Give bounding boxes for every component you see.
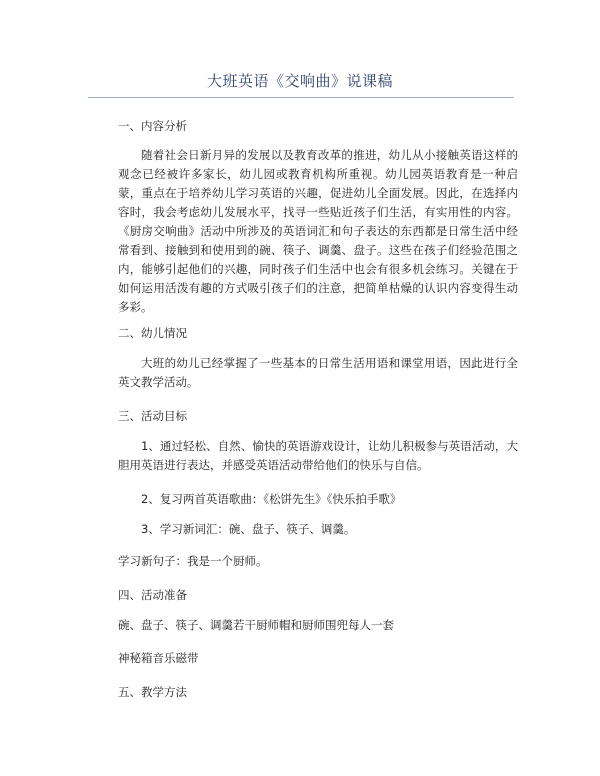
section-body-children: 大班的幼儿已经掌握了一些基本的日常生活用语和课堂用语，因此进行全英文教学活动。 [118, 356, 518, 389]
section-body-content-analysis: 随着社会日新月异的发展以及教育改革的推进，幼儿从小接触英语这样的观念已经被许多家长，幼儿园或教育机构所重视。幼儿园英语教育是一种启蒙，重点在于培养幼儿学习英语的兴趣，促进幼儿全面发展。因此，在选择内容时，我会考虑幼儿发展水平，找寻一些贴近孩子们生活，有实用性的内容。《厨房交响曲》活动中所涉及的英语词汇和句子表达的东西都是日常生活中经常看到、接触到和使用到的碗、筷子、调羹、盘子。这些在孩子们经验范围之内，能够引起他们的兴趣，同时孩子们生活中也会有很多机会练习。关键在于如何运用活泼有趣的方式吸引孩子们的注意，把简单枯燥的认识内容变得生动多彩。 [118, 148, 518, 314]
preparation-item-2: 神秘箱音乐磁带 [118, 651, 199, 665]
section-heading-content-analysis: 一、内容分析 [118, 119, 187, 133]
section-heading-preparation: 四、活动准备 [118, 588, 187, 602]
section-heading-children: 二、幼儿情况 [118, 326, 187, 340]
section-heading-methods: 五、教学方法 [118, 685, 187, 699]
title-divider [88, 97, 514, 98]
document-title: 大班英语《交响曲》说课稿 [206, 72, 393, 90]
preparation-item-1: 碗、盘子、筷子、调羹若干厨师帽和厨师围兜每人一套 [118, 618, 394, 632]
section-heading-goals: 三、活动目标 [118, 409, 187, 423]
goal-item-3: 3、学习新词汇：碗、盘子、筷子、调羹。 [141, 522, 356, 536]
goal-item-3-sentence: 学习新句子：我是一个厨师。 [118, 554, 268, 568]
goal-item-1: 1、通过轻松、自然、愉快的英语游戏设计，让幼儿积极参与英语活动，大胆用英语进行表达，并感受英语活动带给他们的快乐与自信。 [118, 439, 518, 472]
goal-item-2: 2、复习两首英语歌曲：《松饼先生》《快乐拍手歌》 [141, 492, 402, 506]
